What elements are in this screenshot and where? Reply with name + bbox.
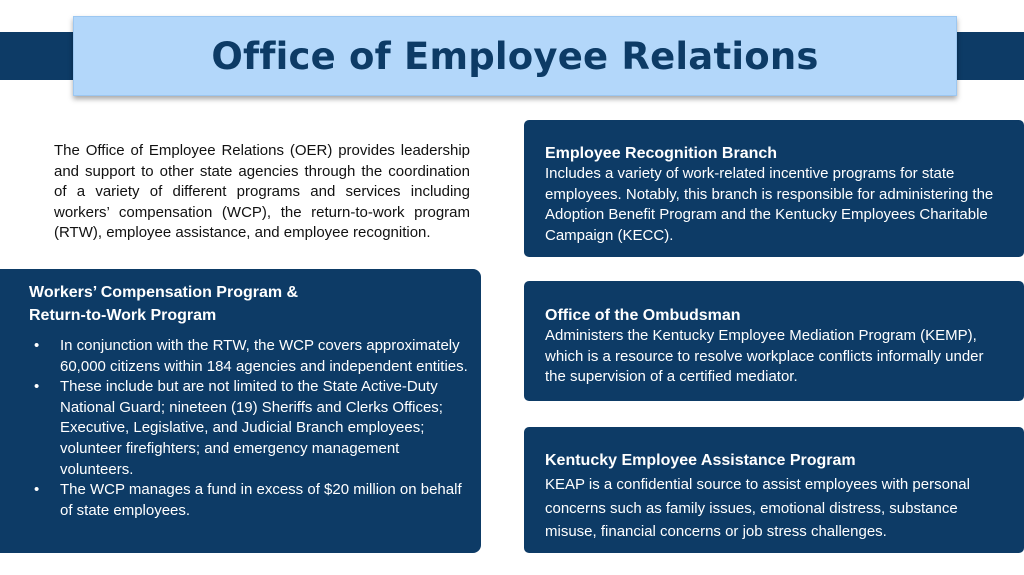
keap-card — [524, 427, 1024, 553]
list-item-text: These include but are not limited to the State Active-Duty National Guard; nineteen (19) Sheriffs and Clerks Offices; Executive, Legislative, and Judicial Branch employees; volunteer firefighters; and emergency management volunteers. — [60, 378, 443, 478]
list-item — [29, 336, 474, 377]
employee-recognition-card — [524, 120, 1024, 257]
ombudsman-card — [524, 281, 1024, 401]
card-body: KEAP is a confidential source to assist employees with personal concerns such as family issues, emotional distress, substance misuse, financial concerns or job stress challenges. — [545, 476, 970, 540]
list-item — [29, 480, 474, 521]
list-item — [29, 377, 474, 480]
bullet-icon: • — [34, 481, 40, 499]
card-body: Administers the Kentucky Employee Mediation Program (KEMP), which is a resource to resolve workplace conflicts informally under the supervision of a certified mediator. — [545, 327, 984, 386]
list-item-text: The WCP manages a fund in excess of $20 million on behalf of state employees. — [60, 481, 462, 519]
bullet-icon: • — [34, 378, 40, 396]
page-title: Office of Employee Relations — [211, 34, 819, 78]
title-banner — [73, 16, 957, 96]
header-band-right — [956, 32, 1024, 80]
list-item-text: In conjunction with the RTW, the WCP covers approximately 60,000 citizens within 184 agencies and independent entities. — [60, 337, 468, 375]
wcp-bullet-list — [29, 336, 474, 521]
wcp-panel-title — [29, 281, 449, 327]
card-body: Includes a variety of work-related incentive programs for state employees. Notably, this branch is responsible for administering the Adoption Benefit Program and the Kentucky Employees Charitable Campaign (KECC). — [545, 165, 994, 244]
wcp-title-line-2: Return-to-Work Program — [29, 307, 217, 324]
wcp-title-line-1: Workers’ Compensation Program & — [29, 284, 299, 301]
card-title: Office of the Ombudsman — [545, 307, 741, 324]
card-title: Employee Recognition Branch — [545, 145, 778, 162]
header-band-left — [0, 32, 74, 80]
intro-paragraph: The Office of Employee Relations (OER) provides leadership and support to other state agencies through the coordination of a variety of different programs and services including workers’ compensation (WCP), the return-to-work program (RTW), employee assistance, and employee recognition. — [54, 142, 470, 242]
bullet-icon: • — [34, 337, 40, 354]
wcp-rtw-panel — [0, 269, 481, 553]
card-title: Kentucky Employee Assistance Program — [545, 452, 856, 469]
